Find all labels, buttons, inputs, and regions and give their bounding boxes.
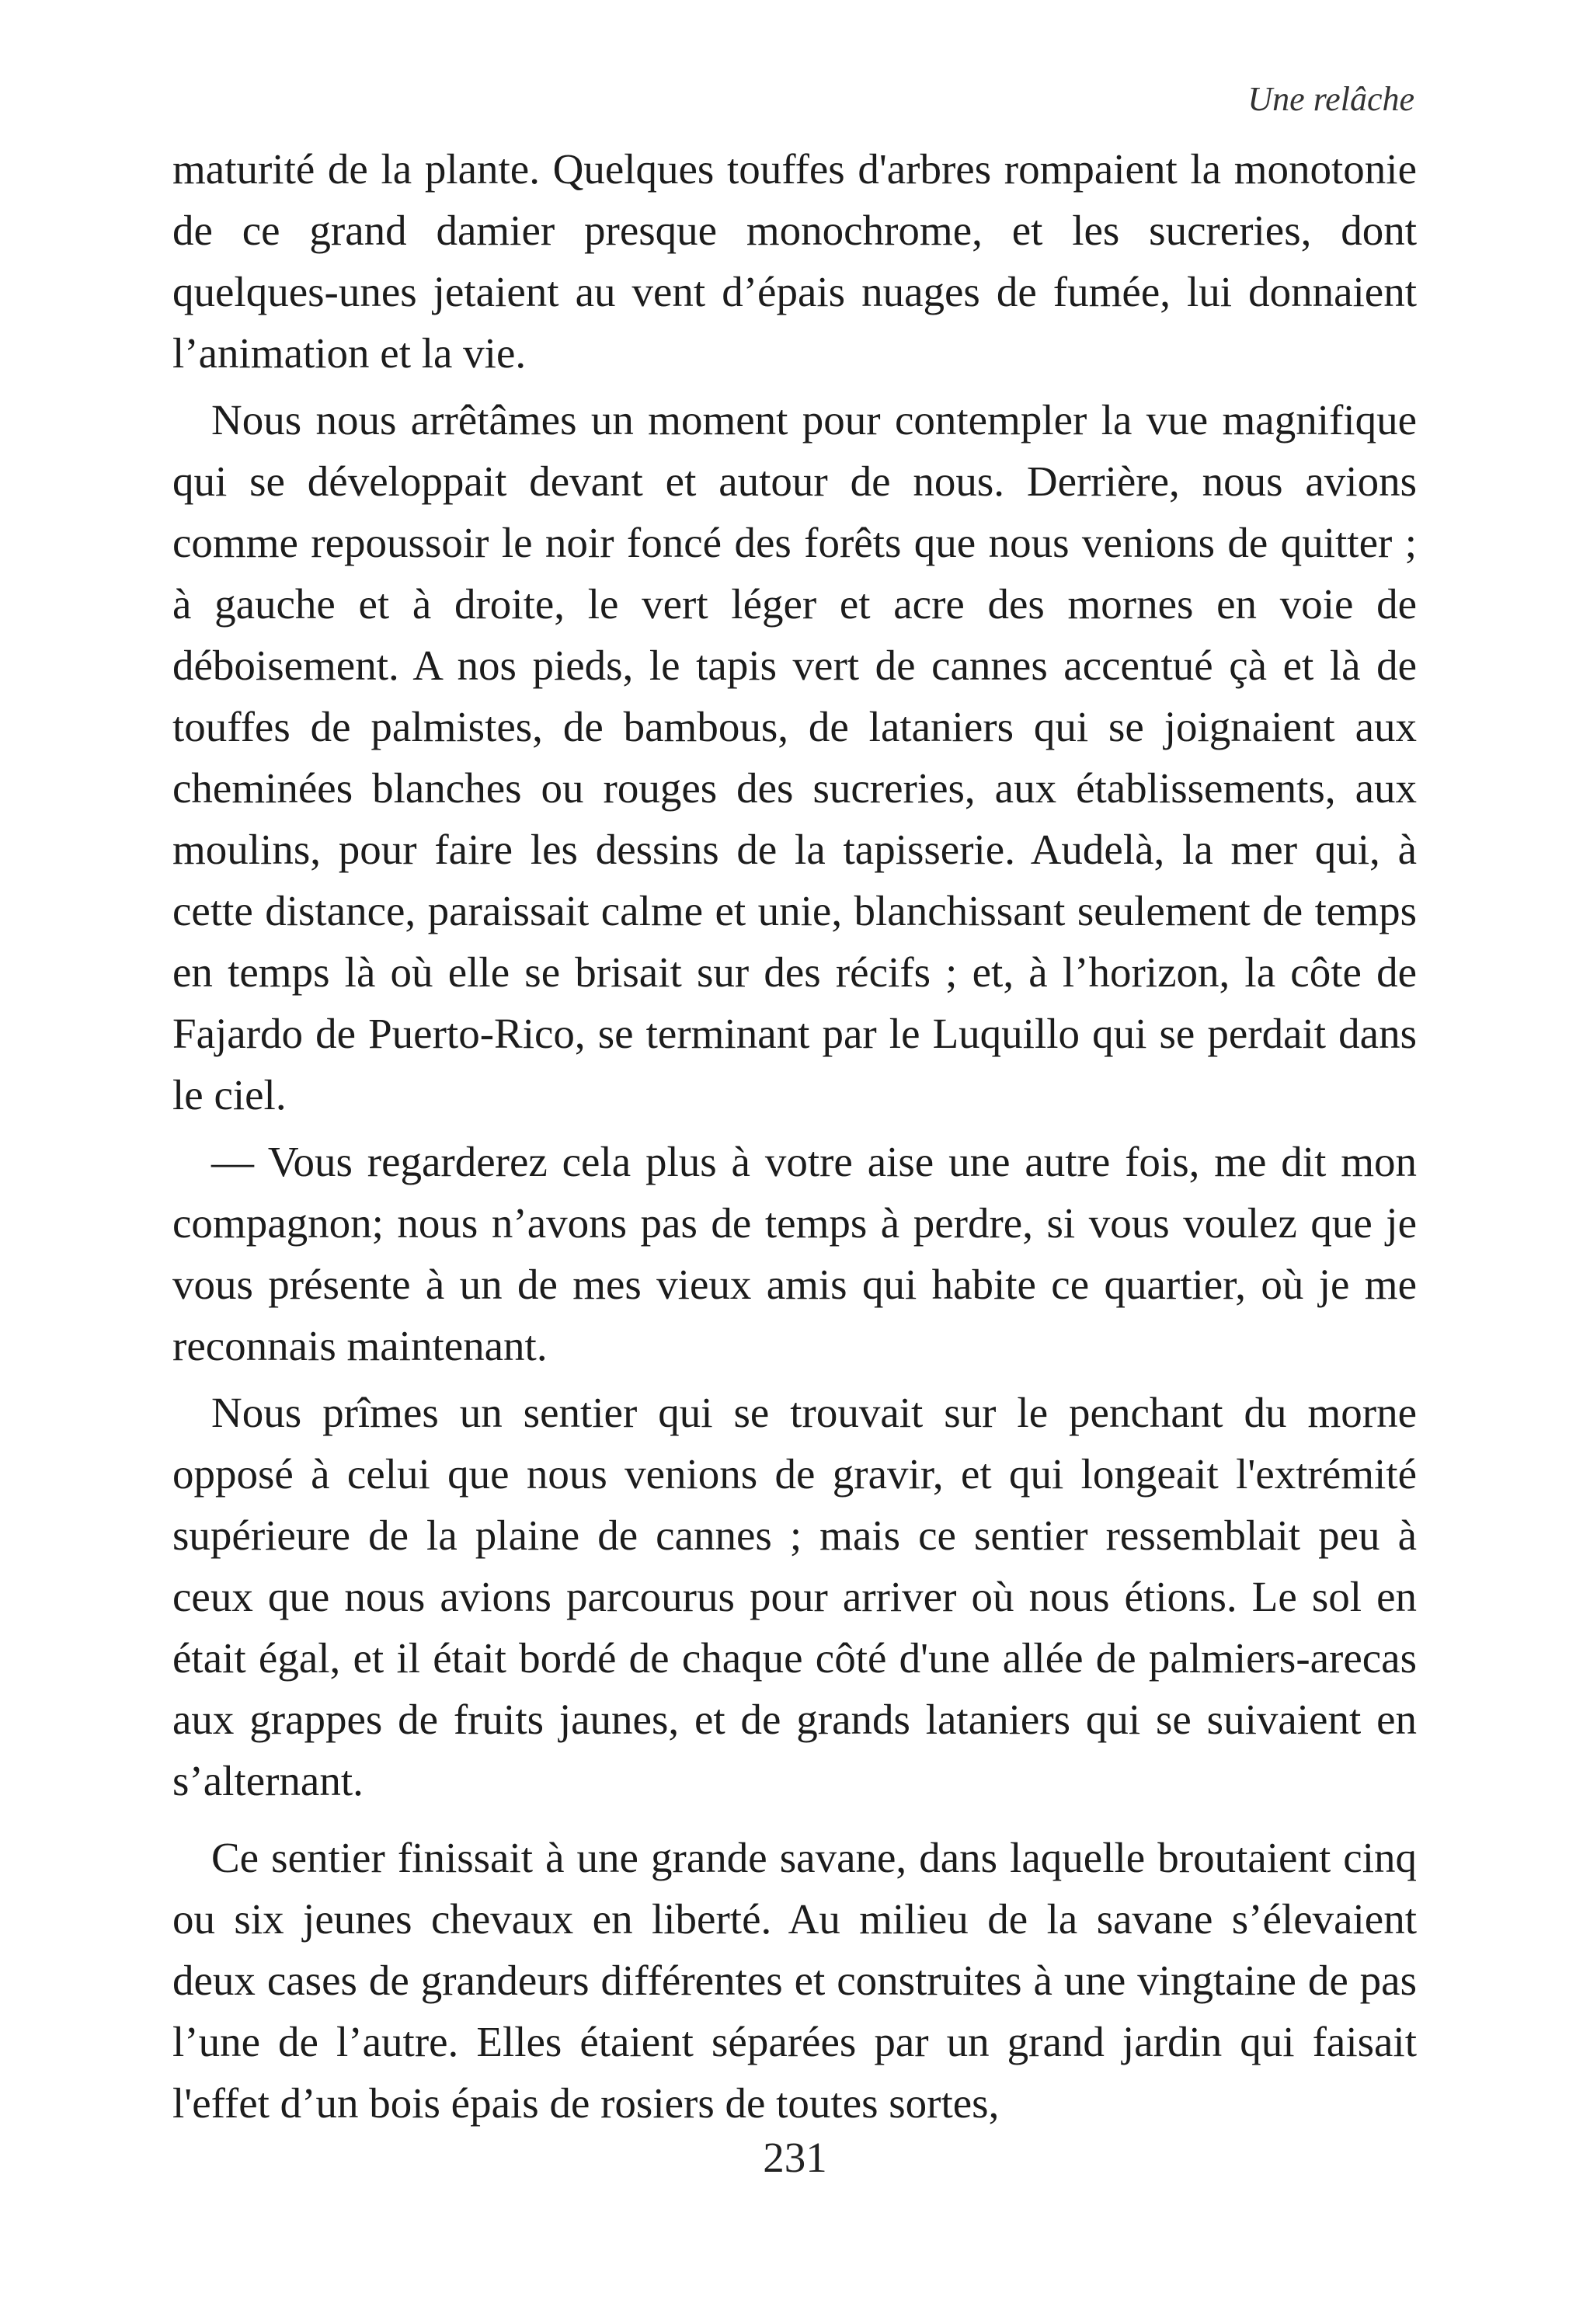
paragraph: Ce sentier finissait à une grande savane, dans laquelle broutaient cinq ou six jeunes chevaux en liberté. Au milieu de la savane s’élevaient deux cases de grandeurs différentes et construites à une vingtaine de pas l’une de l’autre. Elles étaient séparées par un grand jardin qui faisait l'effet d’un bois épais de rosiers de toutes sortes,	[172, 1834, 1417, 2127]
paragraph: — Vous regarderez cela plus à votre aise une autre fois, me dit mon compagnon; nous n’avons pas de temps à perdre, si vous voulez que je vous présente à un de mes vieux amis qui habite ce quartier, où je me reconnais maintenant.	[172, 1138, 1417, 1369]
body-text	[172, 138, 1417, 2134]
running-title: Une relâche	[1247, 80, 1414, 118]
paragraph: maturité de la plante. Quelques touffes d'arbres rompaient la monotonie de ce grand damier presque monochrome, et les sucreries, dont quelques-unes jetaient au vent d’épais nuages de fumée, lui donnaient l’animation et la vie.	[172, 145, 1417, 377]
page-number: 231	[763, 2134, 827, 2181]
paragraph: Nous prîmes un sentier qui se trouvait sur le penchant du morne opposé à celui que nous venions de gravir, et qui longeait l'extrémité supérieure de la plaine de cannes ; mais ce sentier ressemblait peu à ceux que nous avions parcourus pour arriver où nous étions. Le sol en était égal, et il était bordé de chaque côté d'une allée de palmiers-arecas aux grappes de fruits jaunes, et de grands lataniers qui se suivaient en s’alternant.	[172, 1389, 1417, 1804]
paragraph: Nous nous arrêtâmes un moment pour contempler la vue magnifique qui se développait devant et autour de nous. Derrière, nous avions comme repoussoir le noir foncé des forêts que nous venions de quitter ; à gauche et à droite, le vert léger et acre des mornes en voie de déboisement. A nos pieds, le tapis vert de cannes accentué çà et là de touffes de palmistes, de bambous, de lataniers qui se joignaient aux cheminées blanches ou rouges des sucreries, aux établissements, aux moulins, pour faire les dessins de la tapisserie. Audelà, la mer qui, à cette distance, paraissait calme et unie, blanchissant seulement de temps en temps là où elle se brisait sur des récifs ; et, à l’horizon, la côte de Fajardo de Puerto-Rico, se terminant par le Luquillo qui se perdait dans le ciel.	[172, 396, 1417, 1119]
